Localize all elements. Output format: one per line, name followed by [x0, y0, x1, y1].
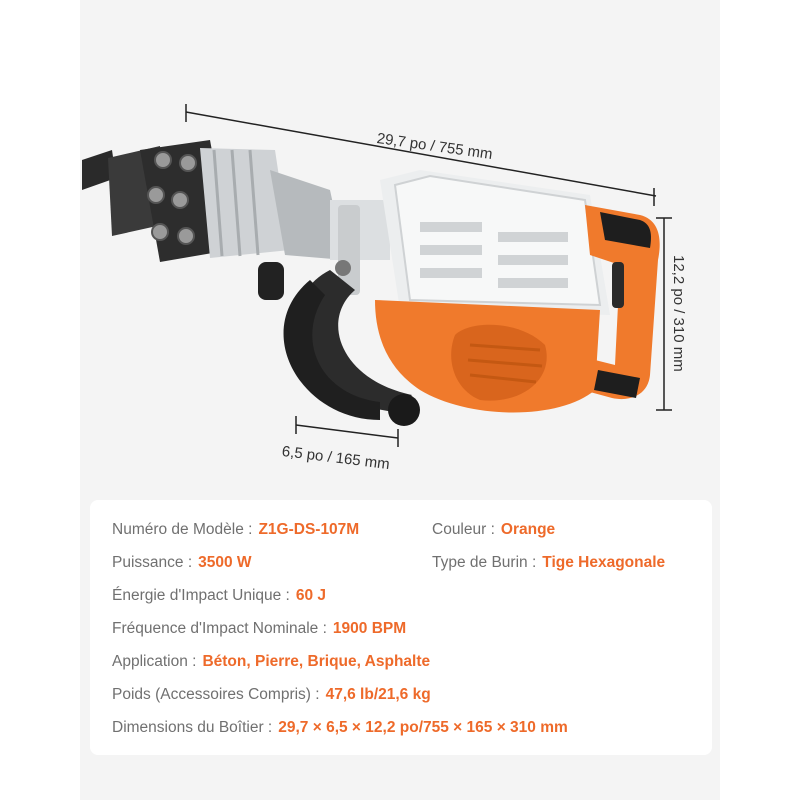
spec-frequency-label: Fréquence d'Impact Nominale : [112, 620, 327, 637]
spec-application-value: Béton, Pierre, Brique, Asphalte [202, 653, 431, 670]
spec-color-label: Couleur : [432, 521, 495, 538]
spec-chisel-value: Tige Hexagonale [542, 554, 666, 571]
spec-weight-value: 47,6 lb/21,6 kg [325, 686, 431, 703]
spec-model-value: Z1G-DS-107M [258, 521, 360, 538]
spec-card [90, 500, 712, 755]
spec-application-label: Application : [112, 653, 197, 670]
spec-chisel-label: Type de Burin : [432, 554, 537, 571]
width-dimension-label: 6,5 po / 165 mm [280, 443, 391, 474]
spec-box-value: 29,7 × 6,5 × 12,2 po/755 × 165 × 310 mm [278, 719, 568, 736]
spec-power-value: 3500 W [198, 554, 252, 571]
width-dimension-line [296, 416, 398, 447]
motor-housing-icon [380, 170, 610, 315]
spec-energy-value: 60 J [295, 587, 327, 604]
spec-energy [112, 587, 326, 605]
spec-color [432, 521, 555, 539]
barrel-icon [200, 148, 390, 260]
spec-color-value: Orange [500, 521, 556, 538]
spec-weight-label: Poids (Accessoires Compris) : [112, 686, 320, 703]
spec-chisel [432, 554, 665, 572]
spec-application [112, 653, 430, 671]
spec-frequency [112, 620, 406, 638]
spec-frequency-value: 1900 BPM [332, 620, 407, 637]
height-dimension-label: 12,2 po / 310 mm [670, 255, 687, 372]
spec-box [112, 719, 568, 737]
spec-weight [112, 686, 431, 704]
length-dimension-label: 29,7 po / 755 mm [375, 130, 494, 164]
spec-power-label: Puissance : [112, 554, 193, 571]
spec-model [112, 521, 359, 539]
spec-power [112, 554, 252, 572]
spec-energy-label: Énergie d'Impact Unique : [112, 587, 290, 604]
spec-box-label: Dimensions du Boîtier : [112, 719, 273, 736]
spec-model-label: Numéro de Modèle : [112, 521, 253, 538]
